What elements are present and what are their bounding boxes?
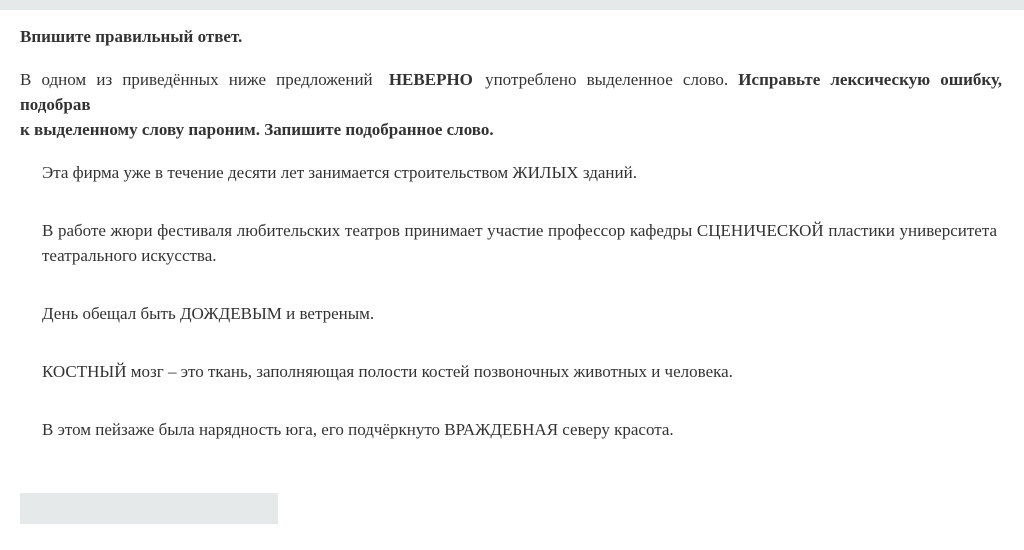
instruction-text: В одном из приведённых ниже предложений: [20, 70, 373, 89]
sentence-item: КОСТНЫЙ мозг – это ткань, заполняющая полости костей позвоночных животных и человека.: [42, 362, 733, 381]
instruction-emphasis: НЕВЕРНО: [388, 70, 473, 89]
sentence-item: Эта фирма уже в течение десяти лет занимается строительством ЖИЛЫХ зданий.: [42, 163, 637, 182]
sentence-list: [20, 160, 997, 442]
instruction-bold-2: к выделенному слову пароним. Запишите подобранное слово.: [20, 120, 494, 139]
instruction-text-2: употреблено выделенное слово.: [485, 70, 729, 89]
task-content: [20, 24, 1002, 475]
sentence-item: В этом пейзаже была нарядность юга, его подчёркнуто ВРАЖДЕБНАЯ северу красота.: [42, 420, 674, 439]
sentence-item: День обещал быть ДОЖДЕВЫМ и ветреным.: [42, 304, 375, 323]
task-heading: Впишите правильный ответ.: [20, 27, 243, 46]
task-instruction: [20, 67, 1002, 142]
instruction-bold-1: Исправьте лексическую ошибку, подобрав: [20, 70, 1003, 114]
sentence-item: В работе жюри фестиваля любительских театров принимает участие профессор кафедры СЦЕНИЧЕСКОЙ пластики университета театрального искусства.: [42, 221, 997, 265]
answer-input[interactable]: [20, 493, 278, 524]
top-bar: [0, 0, 1024, 10]
